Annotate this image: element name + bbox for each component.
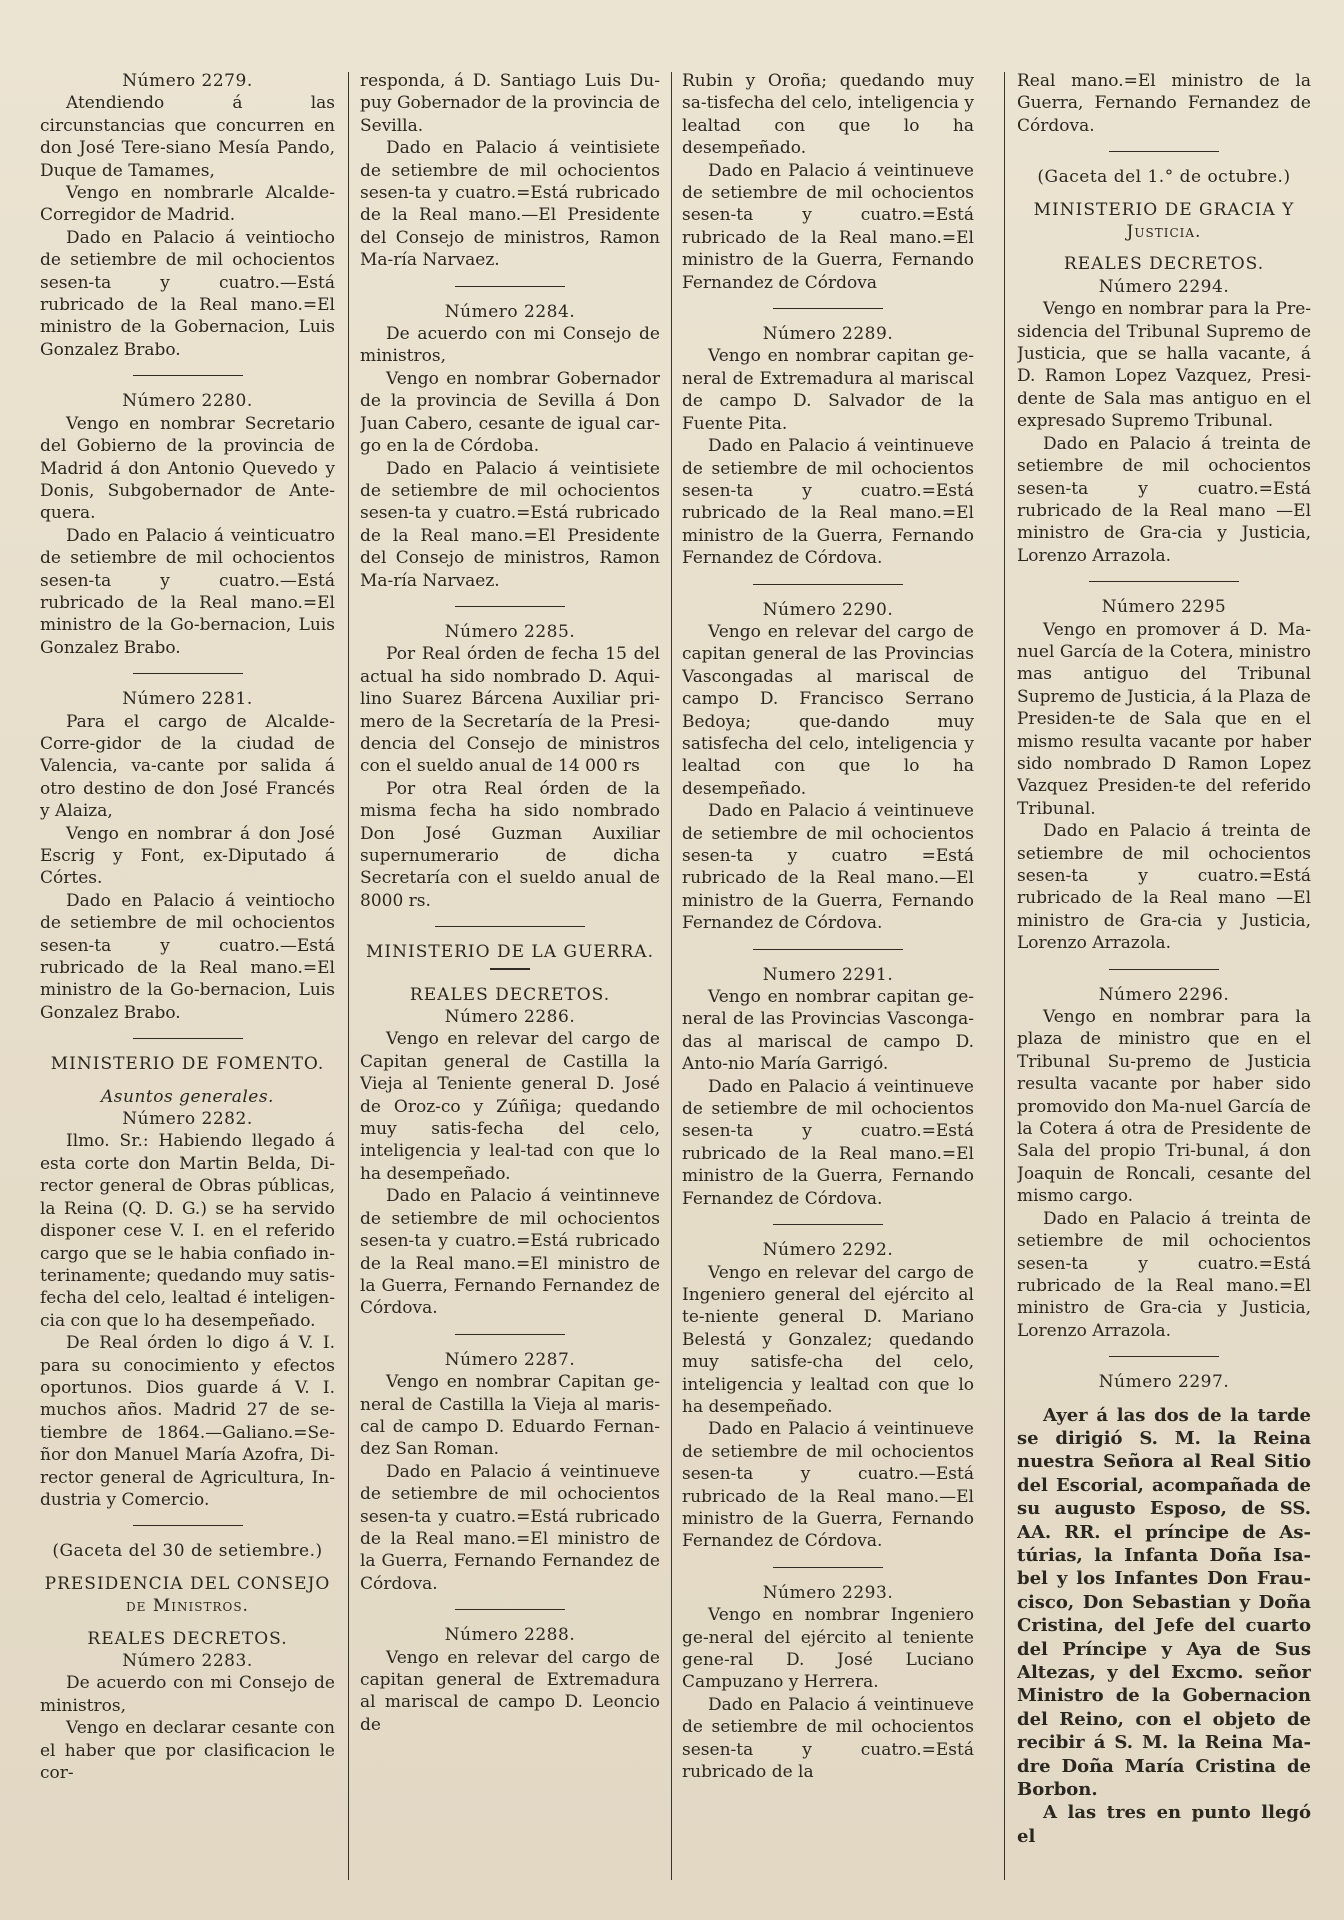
- section-heading: Número 2287.: [444, 1349, 576, 1370]
- paragraph: Dado en Palacio á veintinueve de setiembre de mil ochocientos sesen-ta y cuatro.—Está rubricado de la Real mano.—El ministro de la Guerra, Fernando Fernandez de Córdova.: [682, 1419, 974, 1552]
- section-heading: Número 2283.: [122, 1651, 253, 1671]
- paragraph: Ilmo. Sr.: Habiendo llegado á esta corte don Martin Belda, Di-rector general de Obras públicas, la Reina (Q. D. G.) se ha servido disponer cese V. I. en el referido cargo que se le habia confiado in-terinamente; quedando muy satis-fecha del celo, lealtad é inteligen-cia con que lo ha desempeñado.: [40, 1131, 335, 1331]
- horizontal-rule: [753, 584, 903, 585]
- horizontal-rule: [1109, 969, 1219, 970]
- paragraph: De acuerdo con mi Consejo de ministros,: [360, 324, 660, 367]
- spacer: [40, 1618, 335, 1628]
- paragraph: Dado en Palacio á veintinueve de setiembre de mil ochocientos sesen-ta y cuatro.=Está rubricado de la Real mano.=El ministro de la Guerra, Fernando Fernandez de Córdova: [682, 160, 974, 293]
- spacer: [40, 1076, 335, 1086]
- paragraph: Dado en Palacio á veintinueve de setiembre de mil ochocientos sesen-ta y cuatro.=Está rubricado de la Real mano.=El ministro de la Guerra, Fernando Fernandez de Córdova.: [360, 1461, 660, 1594]
- paragraph: Vengo en nombrar á don José Escrig y Font, ex-Diputado á Córtes.: [40, 823, 335, 889]
- section-heading: (Gaceta del 30 de setiembre.): [52, 1541, 323, 1562]
- section-heading: Asuntos generales.: [101, 1086, 274, 1107]
- paragraph: Atendiendo á las circunstancias que concurren en don José Tere-siano Mesía Pando, Duque de Tamames,: [40, 93, 335, 181]
- paragraph: Vengo en relevar del cargo de capitan general de las Provincias Vascongadas al mariscal de campo D. Francisco Serrano Bedoya; que-dando muy satisfecha del celo, inteligencia y lealtad con que lo ha desempeñado.: [682, 621, 974, 799]
- section-heading: Número 2289.: [762, 324, 894, 345]
- paragraph: Vengo en nombrar Capitan ge-neral de Castilla la Vieja al maris-cal de campo D. Eduardo Fernan-dez San Roman.: [360, 1372, 660, 1460]
- horizontal-rule: [1109, 1356, 1219, 1357]
- section-heading: Número 2281.: [122, 689, 253, 710]
- spacer: [1017, 243, 1311, 253]
- section-heading: Número 2280.: [122, 391, 253, 412]
- paragraph: Dado en Palacio á veintinueve de setiembre de mil ochocientos sesen-ta y cuatro.=Está rubricado de la Real mano.=El ministro de la Guerra, Fernando Fernandez de Córdova.: [682, 436, 974, 569]
- paragraph: De Real órden lo digo á V. I. para su conocimiento y efectos oportunos. Dios guarde á V. I. muchos años. Madrid 27 de se-tiembre de 1864.—Galiano.=Se-ñor don Manuel María Azofra, Di-rector general de Agricultura, In-dustria y Comercio.: [40, 1333, 335, 1510]
- column-divider: [671, 72, 672, 1880]
- section-heading: Número 2279.: [122, 71, 253, 91]
- horizontal-rule: [455, 286, 565, 287]
- paragraph: Ayer á las dos de la tarde se dirigió S. M. la Reina nuestra Señora al Real Sitio del Escorial, acompañada de su augusto Esposo, de SS. AA. RR. el príncipe de As-túrias, la Infanta Doña Isa-bel y los Infantes Don Frau-cisco, Don Sebastian y Doña Cristina, del Jefe del cuarto del Príncipe y Aya de Sus Altezas, y del Excmo. señor Ministro de la Gobernacion del Reino, con el objeto de recibir á S. M. la Reina Ma-dre Doña María Cristina de Borbon.: [1017, 1404, 1311, 1801]
- horizontal-rule: [773, 308, 883, 309]
- paragraph: Vengo en declarar cesante con el haber que por clasificacion le cor-: [40, 1718, 335, 1784]
- section-heading: Número 2290.: [762, 599, 894, 620]
- section-heading: (Gaceta del 1.° de octubre.): [1037, 167, 1291, 188]
- column-4: [1017, 70, 1311, 1886]
- section-heading: Número 2297.: [1098, 1372, 1230, 1393]
- paragraph: Vengo en nombrar Secretario del Gobierno de la provincia de Madrid á don Antonio Quevedo y Donis, Subgobernador de Ante-quera.: [40, 413, 335, 524]
- section-heading: REALES DECRETOS.: [1063, 254, 1265, 275]
- spacer: [1017, 189, 1311, 199]
- section-heading: MINISTERIO DE GRACIA Y Justicia.: [1033, 199, 1295, 243]
- paragraph: Vengo en nombrarle Alcalde-Corregidor de Madrid.: [40, 183, 335, 226]
- section-heading: REALES DECRETOS.: [409, 984, 611, 1005]
- horizontal-rule: [1109, 151, 1219, 152]
- section-heading: Número 2295: [1101, 597, 1227, 618]
- paragraph: A las tres en punto llegó el: [1017, 1802, 1311, 1847]
- section-heading: Número 2286.: [444, 1007, 576, 1028]
- paragraph: Vengo en relevar del cargo de Capitan general de Castilla la Vieja al Teniente general D. José de Oroz-co y Zúñiga; quedando muy satis-fecha del celo, inteligencia y leal-tad con que lo ha desempeñado.: [360, 1029, 660, 1184]
- horizontal-rule: [133, 1525, 243, 1526]
- paragraph: Dado en Palacio á veintinneve de setiembre de mil ochocientos sesen-ta y cuatro.=Está rubricado de la Real mano.=El ministro de la Guerra, Fernando Fernandez de Córdova.: [360, 1186, 660, 1319]
- paragraph: Dado en Palacio á veinticuatro de setiembre de mil ochocientos sesen-ta y cuatro.—Está rubricado de la Real mano.=El ministro de la Go-bernacion, Luis Gonzalez Brabo.: [40, 525, 335, 658]
- horizontal-rule: [773, 1224, 883, 1225]
- section-heading: REALES DECRETOS.: [87, 1628, 288, 1649]
- paragraph: Vengo en nombrar capitan ge-neral de Extremadura al mariscal de campo D. Salvador de la Fuente Pita.: [682, 346, 974, 434]
- horizontal-rule: [133, 673, 243, 674]
- section-heading: Número 2284.: [444, 301, 576, 322]
- paragraph: Vengo en promover á D. Ma-nuel García de la Cotera, ministro mas antiguo del Tribunal Supremo de Justicia, á la Plaza de Presiden-te de Sala que en el mismo resulta vacante por haber sido nombrado D Ramon Lopez Vazquez Presiden-te del referido Tribunal.: [1017, 619, 1311, 819]
- paragraph: Vengo en relevar del cargo de capitan general de Extremadura al mariscal de campo D. Leoncio de: [360, 1647, 660, 1735]
- column-3: [682, 70, 974, 1886]
- paragraph: Dado en Palacio á treinta de setiembre de mil ochocientos sesen-ta y cuatro.=Está rubricado de la Real mano —El ministro de Gra-cia y Justicia, Lorenzo Arrazola.: [1017, 433, 1311, 566]
- column-1: [40, 70, 335, 1886]
- column-divider: [1004, 72, 1005, 1880]
- horizontal-rule: [133, 375, 243, 376]
- horizontal-rule: [1089, 581, 1239, 582]
- spacer: [40, 1563, 335, 1573]
- section-heading: Número 2292.: [762, 1240, 894, 1261]
- paragraph: Dado en Palacio á treinta de setiembre de mil ochocientos sesen-ta y cuatro.=Está rubricado de la Real mano —El ministro de Gra-cia y Justicia, Lorenzo Arrazola.: [1017, 821, 1311, 954]
- paragraph: Vengo en nombrar Gobernador de la provincia de Sevilla á Don Juan Cabero, cesante de igual car-go en la de Córdoba.: [360, 368, 660, 457]
- paragraph: Dado en Palacio á veintinueve de setiembre de mil ochocientos sesen-ta y cuatro.=Está rubricado de la Real mano.=El ministro de la Guerra, Fernando Fernandez de Córdova.: [682, 1076, 974, 1209]
- section-heading: Número 2293.: [762, 1582, 894, 1603]
- paragraph: Dado en Palacio á veintiocho de setiembre de mil ochocientos sesen-ta y cuatro.—Está rubricado de la Real mano.=El ministro de la Go-bernacion, Luis Gonzalez Brabo.: [40, 890, 335, 1023]
- horizontal-rule: [455, 1334, 565, 1335]
- section-heading: Número 2285.: [444, 621, 576, 642]
- paragraph: Vengo en nombrar para la Pre-sidencia del Tribunal Supremo de Justicia, que se halla vacante, á D. Ramon Lopez Vazquez, Presi-dente de Sala mas antiguo en el expresado Supremo Tribunal.: [1017, 299, 1311, 432]
- horizontal-rule: [490, 968, 530, 970]
- paragraph: Por otra Real órden de la misma fecha ha sido nombrado Don José Guzman Auxiliar supernumerario de dicha Secretaría con el sueldo anual de 8000 rs.: [360, 778, 660, 911]
- paragraph: Dado en Palacio á treinta de setiembre de mil ochocientos sesen-ta y cuatro.=Está rubricado de la Real mano.=El ministro de Gra-cia y Justicia, Lorenzo Arrazola.: [1017, 1208, 1311, 1341]
- horizontal-rule: [133, 1038, 243, 1039]
- paragraph: Dado en Palacio á veintinueve de setiembre de mil ochocientos sesen-ta y cuatro.=Está rubricado de la: [682, 1694, 974, 1783]
- paragraph: responda, á D. Santiago Luis Du-puy Gobernador de la provincia de Sevilla.: [360, 71, 660, 136]
- paragraph: Vengo en nombrar capitan ge-neral de las Provincias Vasconga-das al mariscal de campo D. Anto-nio María Garrigó.: [682, 987, 974, 1075]
- section-heading: MINISTERIO DE LA GUERRA.: [366, 942, 654, 963]
- section-heading: PRESIDENCIA DEL CONSEJO de Ministros.: [44, 1573, 331, 1617]
- column-divider: [348, 72, 349, 1880]
- paragraph: Vengo en relevar del cargo de Ingeniero general del ejército al te-niente general D. Mariano Belestá y Gonzalez; quedando muy satisfe-cha del celo, inteligencia y lealtad con que lo ha desempeñado.: [682, 1262, 974, 1417]
- paragraph: Real mano.=El ministro de la Guerra, Fernando Fernandez de Córdova.: [1017, 71, 1311, 136]
- horizontal-rule: [455, 1609, 565, 1610]
- paragraph: Dado en Palacio á veintisiete de setiembre de mil ochocientos sesen-ta y cuatro.=Está rubricado de la Real mano.—El Presidente del Consejo de ministros, Ramon Ma-ría Narvaez.: [360, 138, 660, 271]
- section-heading: Número 2294.: [1098, 276, 1230, 297]
- paragraph: Vengo en nombrar Ingeniero ge-neral del ejército al teniente gene-ral D. José Luciano Campuzano y Herrera.: [682, 1605, 974, 1693]
- horizontal-rule: [773, 1567, 883, 1568]
- horizontal-rule: [455, 606, 565, 607]
- paragraph: Vengo en nombrar para la plaza de ministro que en el Tribunal Su-premo de Justicia resulta vacante por haber sido promovido don Ma-nuel García de la Cotera á otra de Presidente de Sala del propio Tri-bunal, á don Joaquin de Roncali, cesante del mismo cargo.: [1017, 1007, 1311, 1207]
- paragraph: Por Real órden de fecha 15 del actual ha sido nombrado D. Aqui-lino Suarez Bárcena Auxiliar pri-mero de la Secretaría de la Presi-dencia del Consejo de ministros con el sueldo anual de 14 000 rs: [360, 644, 660, 777]
- paragraph: Dado en Palacio á veintinueve de setiembre de mil ochocientos sesen-ta y cuatro =Está rubricado de la Real mano.—El ministro de la Guerra, Fernando Fernandez de Córdova.: [682, 801, 974, 934]
- horizontal-rule: [753, 949, 903, 950]
- section-heading: Número 2288.: [444, 1625, 576, 1646]
- section-heading: MINISTERIO DE FOMENTO.: [50, 1054, 325, 1075]
- paragraph: Dado en Palacio á veintiocho de setiembre de mil ochocientos sesen-ta y cuatro.—Está rubricado de la Real mano.=El ministro de la Gobernacion, Luis Gonzalez Brabo.: [40, 227, 335, 360]
- paragraph: Dado en Palacio á veintisiete de setiembre de mil ochocientos sesen-ta y cuatro.=Está rubricado de la Real mano.=El Presidente del Consejo de ministros, Ramon Ma-ría Narvaez.: [360, 458, 660, 591]
- paragraph: Para el cargo de Alcalde-Corre-gidor de la ciudad de Valencia, va-cante por salida á otro destino de don José Francés y Alaiza,: [40, 711, 335, 822]
- horizontal-rule: [435, 926, 585, 927]
- spacer: [1017, 1394, 1311, 1404]
- section-heading: Numero 2291.: [762, 964, 894, 985]
- section-heading: Número 2296.: [1098, 984, 1230, 1005]
- column-2: [360, 70, 660, 1886]
- section-heading: Número 2282.: [122, 1109, 253, 1130]
- paragraph: De acuerdo con mi Consejo de ministros,: [40, 1673, 335, 1716]
- paragraph: Rubin y Oroña; quedando muy sa-tisfecha del celo, inteligencia y lealtad con que lo ha desempeñado.: [682, 71, 974, 159]
